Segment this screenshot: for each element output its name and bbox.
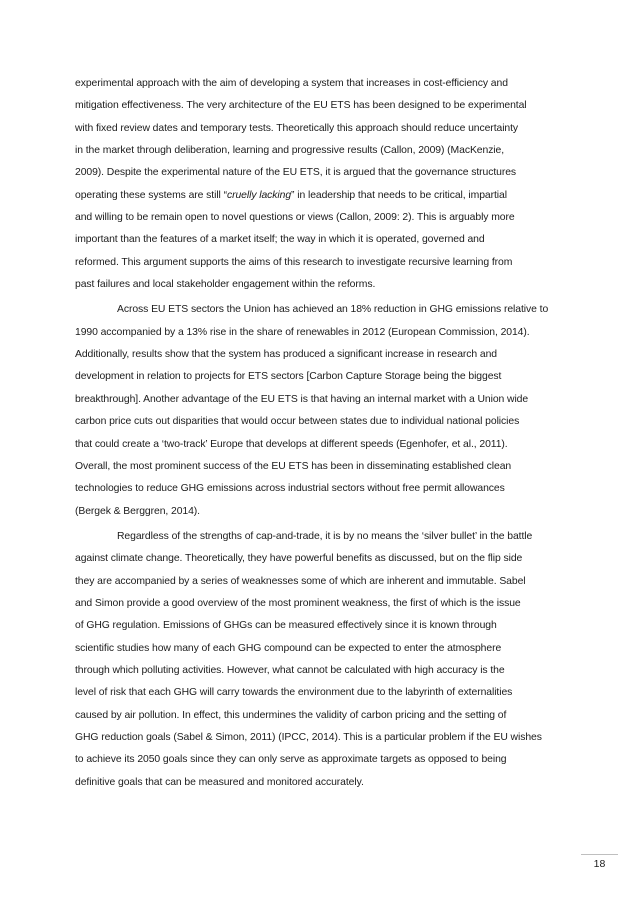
text-line [75,118,569,140]
paragraph [75,526,569,794]
text-run: through which polluting activities. However, what cannot be calculated with high accuracy is the [75,664,505,676]
text-run: scientific studies how many of each GHG compound can be expected to enter the atmosphere [75,642,502,654]
text-run: 1990 accompanied by a 13% rise in the share of renewables in 2012 (European Commission, 2014). [75,326,530,338]
text-run: and willing to be remain open to novel questions or views (Callon, 2009: 2). This is arguably more [75,212,515,224]
text-run: mitigation effectiveness. The very architecture of the EU ETS has been designed to be experimental [75,100,527,112]
text-line [75,344,569,366]
text-run: past failures and local stakeholder engagement within the reforms. [75,279,376,291]
text-run: of GHG regulation. Emissions of GHGs can be measured effectively since it is known through [75,620,497,632]
text-line [75,526,569,548]
text-run: against climate change. Theoretically, they have powerful benefits as discussed, but on the flip side [75,553,523,565]
text-run: with fixed review dates and temporary tests. Theoretically this approach should reduce uncertainty [75,122,519,134]
text-run: 2009). Despite the experimental nature of the EU ETS, it is argued that the governance structures [75,167,517,179]
text-line [75,185,569,207]
text-line [75,73,569,95]
text-line [75,252,569,274]
text-line [75,571,569,593]
text-line [75,615,569,637]
text-run: technologies to reduce GHG emissions across industrial sectors without free permit allowances [75,483,505,495]
text-run: definitive goals that can be measured and monitored accurately. [75,776,364,788]
text-line [75,660,569,682]
document-body [75,73,569,797]
text-line [75,229,569,251]
text-line [75,682,569,704]
page-number-rule [581,854,618,855]
text-line [75,162,569,184]
text-run: experimental approach with the aim of developing a system that increases in cost-efficiency and [75,78,508,89]
text-run: carbon price cuts out disparities that would occur between states due to individual national policies [75,416,520,428]
text-run: breakthrough]. Another advantage of the EU ETS is that having an internal market with a Union wide [75,393,529,405]
text-line [75,638,569,660]
text-run: Regardless of the strengths of cap-and-trade, it is by no means the ‘silver bullet’ in the battle [117,530,533,542]
text-run: level of risk that each GHG will carry towards the environment due to the labyrinth of externalities [75,687,513,699]
text-run: operating these systems are still “ [75,189,227,201]
text-line [75,705,569,727]
text-line [75,366,569,388]
text-line [75,501,569,523]
text-run: reformed. This argument supports the aims of this research to investigate recursive learning from [75,256,513,268]
text-line [75,322,569,344]
text-run: Across EU ETS sectors the Union has achieved an 18% reduction in GHG emissions relative to [117,304,549,316]
text-line [75,274,569,296]
text-line [75,456,569,478]
text-line [75,207,569,229]
text-run: development in relation to projects for ETS sectors [Carbon Capture Storage being the biggest [75,371,502,383]
text-line [75,772,569,794]
text-run: (Bergek & Berggren, 2014). [75,505,200,517]
text-line [75,727,569,749]
text-line [75,434,569,456]
text-line [75,749,569,771]
text-run: Additionally, results show that the system has produced a significant increase in research and [75,349,497,361]
text-run: that could create a ‘two-track’ Europe that develops at different speeds (Egenhofer, et al., 2011). [75,438,508,450]
text-run: they are accompanied by a series of weaknesses some of which are inherent and immutable. Sabel [75,575,526,587]
text-run: important than the features of a market itself; the way in which it is operated, governed and [75,234,485,246]
text-run: caused by air pollution. In effect, this undermines the validity of carbon pricing and the setting of [75,709,507,721]
page-number: 18 [593,858,606,870]
text-run: cruelly lacking [226,189,292,201]
text-line [75,95,569,117]
text-run: in the market through deliberation, learning and progressive results (Callon, 2009) (MacKenzie, [75,145,505,157]
text-line [75,548,569,570]
text-run: GHG reduction goals (Sabel & Simon, 2011) (IPCC, 2014). This is a particular problem if the EU wishes [75,731,542,743]
text-line [75,299,569,321]
paragraph [75,73,569,296]
text-line [75,389,569,411]
text-run: Overall, the most prominent success of the EU ETS has been in disseminating established clean [75,460,512,472]
text-run: ” in leadership that needs to be critical, impartial [291,189,507,201]
text-run: to achieve its 2050 goals since they can only serve as approximate targets as opposed to being [75,754,507,766]
text-line [75,140,569,162]
text-run: and Simon provide a good overview of the most prominent weakness, the first of which is the issue [75,597,521,609]
text-line [75,411,569,433]
text-line [75,593,569,615]
paragraph [75,299,569,522]
text-line [75,478,569,500]
